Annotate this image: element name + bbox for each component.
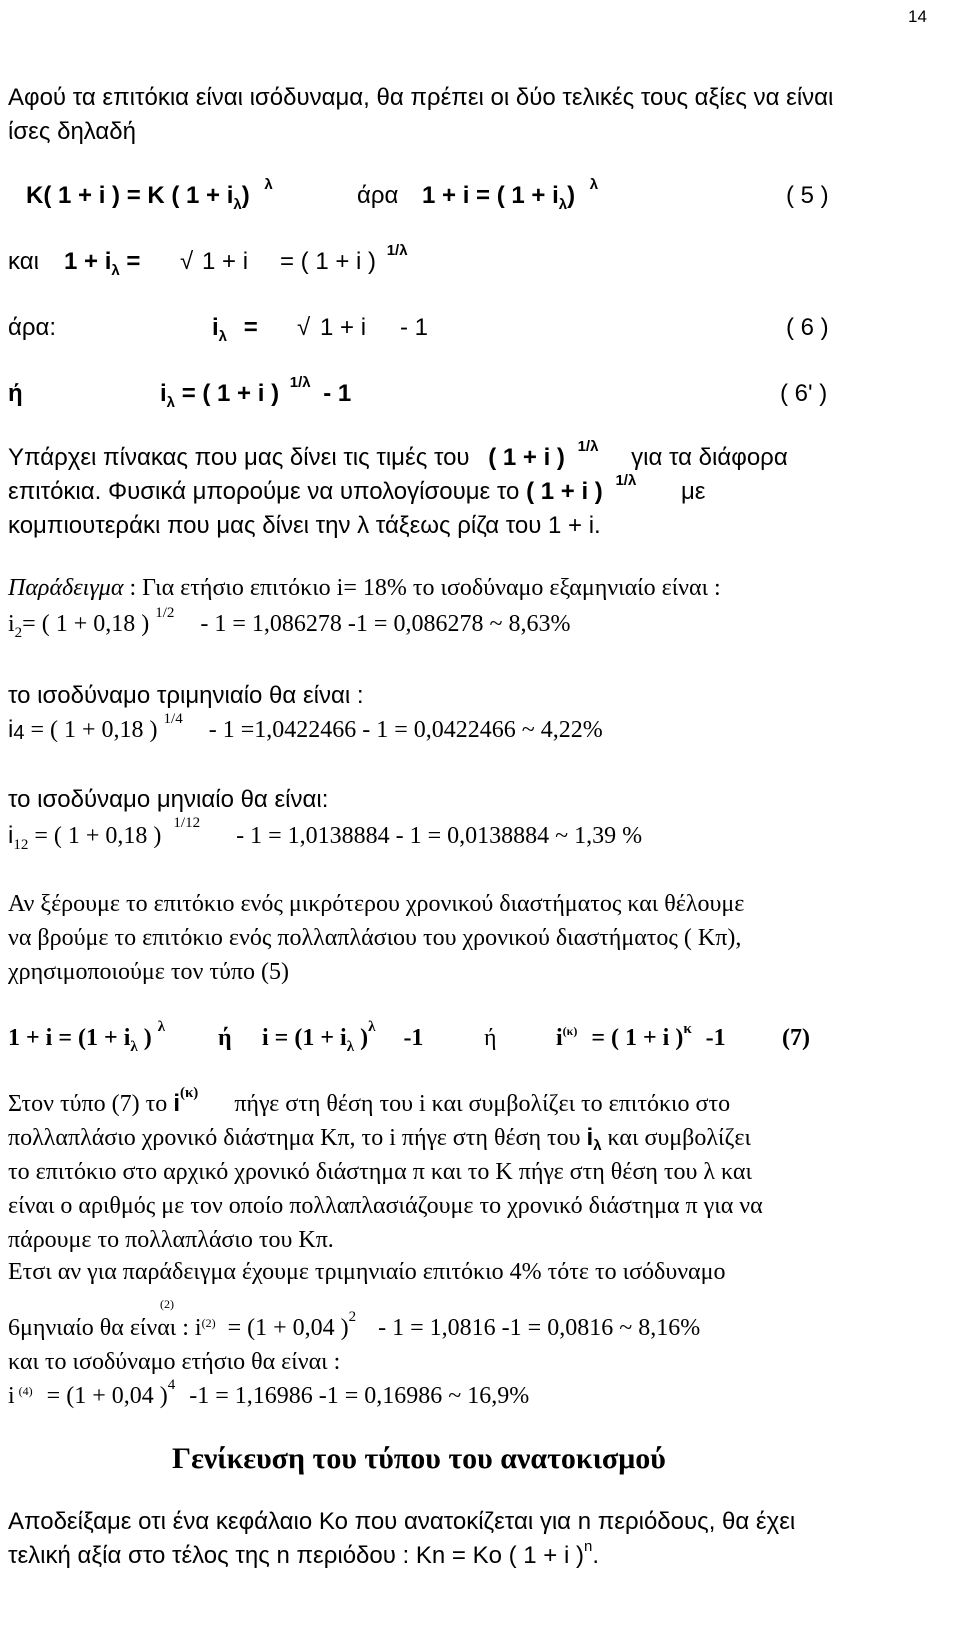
e1-sup: 1/2 <box>155 605 175 621</box>
ex2-l1-c: - 1 = 1,0816 -1 = 0,0816 ~ 8,16% <box>378 1315 701 1341</box>
example-quarterly-label: το ισοδύναμο τριμηνιαίο θα είναι : <box>8 682 364 709</box>
e1-b: - 1 = 1,086278 -1 = 0,086278 ~ 8,63% <box>200 611 571 637</box>
eq7-b-sub: λ <box>346 1039 355 1055</box>
eq7-part-b <box>262 1019 424 1055</box>
eq7-part-a <box>8 1019 166 1055</box>
page-number: 14 <box>908 7 927 26</box>
eq5-left-text: Κ( 1 + i ) = K ( 1 + i <box>26 182 234 209</box>
table-para-l2-tail: με <box>680 478 706 505</box>
root-kai: και <box>8 248 39 275</box>
eq6b-expr <box>160 374 352 411</box>
ex2-l1-sup: (2) <box>201 1316 216 1330</box>
eq6b-rest: = ( 1 + i ) <box>181 380 280 407</box>
eq5-right-close: ) <box>567 182 576 209</box>
explain-l2-a: πολλαπλάσιο χρονικό διάστημα Κπ, το i πήγε στη θέση του <box>8 1125 581 1151</box>
example2-line-3 <box>8 1377 530 1409</box>
eq7-a: 1 + i = (1 + i <box>8 1025 131 1051</box>
example-eq-monthly <box>8 815 643 853</box>
final-line-1: Αποδείξαμε οτι ένα κεφάλαιο Κο που ανατοκίζεται για n περιόδους, θα έχει <box>8 1508 796 1535</box>
larger-para-line-1: Αν ξέρουμε το επιτόκιο ενός μικρότερου χρονικού διαστήματος και θέλουμε <box>8 891 745 917</box>
e2-sup: 1/4 <box>163 711 183 727</box>
explain-l2-i: i <box>586 1124 594 1151</box>
example2-floating-sup: (2) <box>160 1297 174 1311</box>
explain-l2-sub: λ <box>593 1137 602 1154</box>
eq5-left-sup: λ <box>264 176 273 193</box>
table-para-line-2 <box>8 472 706 505</box>
ex2-l1-sup2: 2 <box>348 1309 357 1325</box>
e2-b: - 1 =1,0422466 - 1 = 0,0422466 ~ 4,22% <box>208 717 603 743</box>
table-para-line-3: κομπιουτεράκι που μας δίνει την λ τάξεως ρίζα του 1 + i. <box>8 512 601 539</box>
eq6b-or: ή <box>8 380 23 407</box>
ex2-l1-a: 6μηνιαίο θα είναι : i <box>8 1315 202 1341</box>
example-monthly-label: το ισοδύναμο μηνιαίο θα είναι: <box>8 786 329 813</box>
root-rhs-text: = ( 1 + i ) <box>280 248 377 275</box>
example-label: Παράδειγμα <box>8 575 124 601</box>
root-rhs-sup: 1/λ <box>386 242 408 259</box>
eq7-b-close: ) <box>360 1025 369 1051</box>
eq6-label: ( 6 ) <box>786 314 829 341</box>
e3-b: - 1 = 1,0138884 - 1 = 0,0138884 ~ 1,39 % <box>236 823 643 849</box>
section-heading: Γενίκευση του τύπου του ανατοκισμού <box>172 1442 666 1475</box>
eq7-a-close: ) <box>143 1025 152 1051</box>
eq6-radicand: 1 + i <box>320 314 367 341</box>
table-para-l2-sup: 1/λ <box>615 472 637 489</box>
explain-line-5: πάρουμε το πολλαπλάσιο του Κπ. <box>8 1227 334 1253</box>
table-para-l1-text: Υπάρχει πίνακας που μας δίνει τις τιμές του <box>8 444 470 471</box>
final-l2-a: τελική αξία στο τέλος της n περιόδου : Kn = Ko ( 1 + i ) <box>8 1542 584 1569</box>
eq5-right-text: 1 + i = ( 1 + i <box>422 182 559 209</box>
eq6-minus: - 1 <box>400 314 429 341</box>
eq7-c-sup2: κ <box>683 1021 692 1037</box>
ex2-l3-b: -1 = 1,16986 -1 = 0,16986 ~ 16,9% <box>189 1383 530 1409</box>
eq7-c: = ( 1 + i ) <box>591 1025 684 1051</box>
eq5-right-sup: λ <box>589 176 599 193</box>
ex2-l3-sup: (4) <box>18 1384 33 1398</box>
eq7-c-minus: -1 <box>705 1025 726 1051</box>
e2-a: = ( 1 + 0,18 ) <box>30 717 158 743</box>
larger-para-line-3: χρησιμοποιούμε τον τύπο (5) <box>8 959 289 985</box>
e1-i: i <box>8 611 15 637</box>
e3-a: = ( 1 + 0,18 ) <box>34 823 162 849</box>
root-lhs-text: 1 + i <box>64 248 112 275</box>
eq5-left-close: ) <box>241 182 250 209</box>
eq7-or-2: ή <box>484 1025 497 1051</box>
eq7-b-minus: -1 <box>403 1025 424 1051</box>
table-para-l2-text: επιτόκια. Φυσικά μπορούμε να υπολογίσουμε το <box>8 478 520 505</box>
example-text: : Για ετήσιο επιτόκιο i= 18% το ισοδύναμο εξαμηνιαίο είναι : <box>129 575 721 601</box>
final-line-2 <box>8 1538 599 1569</box>
table-para-line-1 <box>8 438 788 471</box>
root-eq: = <box>126 248 141 275</box>
e3-sub: 12 <box>13 837 29 853</box>
eq6b-i: i <box>160 380 167 407</box>
eq5-left-sub: λ <box>233 196 242 213</box>
explain-l2-b: και συμβολίζει <box>607 1125 751 1151</box>
eq5-right-sub: λ <box>558 196 568 213</box>
explain-line-6: Ετσι αν για παράδειγμα έχουμε τριμηνιαίο επιτόκιο 4% τότε το ισόδυναμο <box>8 1259 726 1285</box>
e3-i: i <box>8 822 14 849</box>
eq7-a-sub: λ <box>130 1039 138 1055</box>
larger-para-line-2: να βρούμε το επιτόκιο ενός πολλαπλάσιου του χρονικού διαστήματος ( Κπ), <box>8 925 742 951</box>
intro-line-1: Αφού τα επιτόκια είναι ισόδυναμα, θα πρέπει οι δύο τελικές τους αξίες να είναι <box>8 84 834 111</box>
root-lhs-sub: λ <box>111 262 120 279</box>
final-l2-sup: n <box>583 1538 593 1555</box>
explain-l1-a: Στον τύπο (7) το <box>8 1091 168 1117</box>
eq6-i: i <box>212 314 219 341</box>
eq6-ara: άρα: <box>8 314 57 341</box>
eq7-part-c <box>556 1021 726 1051</box>
explain-l1-i: i <box>173 1090 180 1117</box>
eq6-eq: = <box>243 314 258 341</box>
explain-l1-sup: (κ) <box>179 1085 199 1101</box>
eq7-c-sup: (κ) <box>562 1024 578 1038</box>
eq7-b: i = (1 + i <box>262 1025 347 1051</box>
ex2-l3-a: = (1 + 0,04 ) <box>46 1383 168 1409</box>
eq7-or-1: ή <box>218 1025 232 1051</box>
e1-sub: 2 <box>14 625 23 641</box>
root-radicand: 1 + i <box>202 248 249 275</box>
ex2-l1-b: = (1 + 0,04 ) <box>227 1315 349 1341</box>
example2-line-2: και το ισοδύναμο ετήσιο θα είναι : <box>8 1349 341 1375</box>
table-para-l1-sup: 1/λ <box>577 438 599 455</box>
eq5-ara: άρα <box>357 182 399 209</box>
e1-a: = ( 1 + 0,18 ) <box>22 611 150 637</box>
eq7-a-sup: λ <box>157 1019 166 1035</box>
eq5-label: ( 5 ) <box>786 182 829 209</box>
intro-line-2: ίσες δηλαδή <box>8 118 137 145</box>
eq6-lhs <box>212 314 258 345</box>
eq5-right <box>422 176 599 213</box>
example-heading <box>8 576 721 600</box>
explain-line-4: είναι ο αριθμός με τον οποίο πολλαπλασιάζουμε το χρονικό διάστημα π για να <box>8 1193 763 1219</box>
eq6b-minus: - 1 <box>323 380 352 407</box>
e3-sup: 1/12 <box>173 815 201 831</box>
example-eq-semiannual <box>8 605 571 641</box>
explain-line-3: το επιτόκιο στο αρχικό χρονικό διάστημα π και το Κ πήγε στη θέση του λ και <box>8 1159 752 1185</box>
table-para-l2-expr: ( 1 + i ) <box>526 478 603 505</box>
eq7-c-i: i <box>556 1025 563 1051</box>
eq5-left <box>26 176 273 213</box>
eq7-label: (7) <box>782 1025 810 1051</box>
eq7-b-sup: λ <box>368 1019 376 1035</box>
eq6b-label: ( 6' ) <box>780 380 828 407</box>
eq6-root-sign: √ <box>297 314 311 341</box>
e2-i: i <box>8 716 14 743</box>
root-sign: √ <box>180 248 194 275</box>
explain-line-2 <box>8 1124 751 1154</box>
root-lhs <box>64 248 141 279</box>
eq6-sub: λ <box>218 328 228 345</box>
ex2-l3-sup2: 4 <box>167 1377 176 1393</box>
example-eq-quarterly <box>8 711 603 744</box>
table-para-l1-tail: για τα διάφορα <box>631 444 788 471</box>
ex2-l3-i: i <box>8 1383 15 1409</box>
eq6b-sub: λ <box>166 394 176 411</box>
e2-sub: 4 <box>13 722 25 744</box>
table-para-l1-expr: ( 1 + i ) <box>488 444 565 471</box>
final-l2-b: . <box>592 1542 599 1569</box>
example2-line-1 <box>8 1309 701 1341</box>
explain-line-1 <box>8 1085 731 1117</box>
explain-l1-b: πήγε στη θέση του i και συμβολίζει το επιτόκιο στο <box>234 1091 731 1117</box>
eq6b-sup: 1/λ <box>289 374 311 391</box>
